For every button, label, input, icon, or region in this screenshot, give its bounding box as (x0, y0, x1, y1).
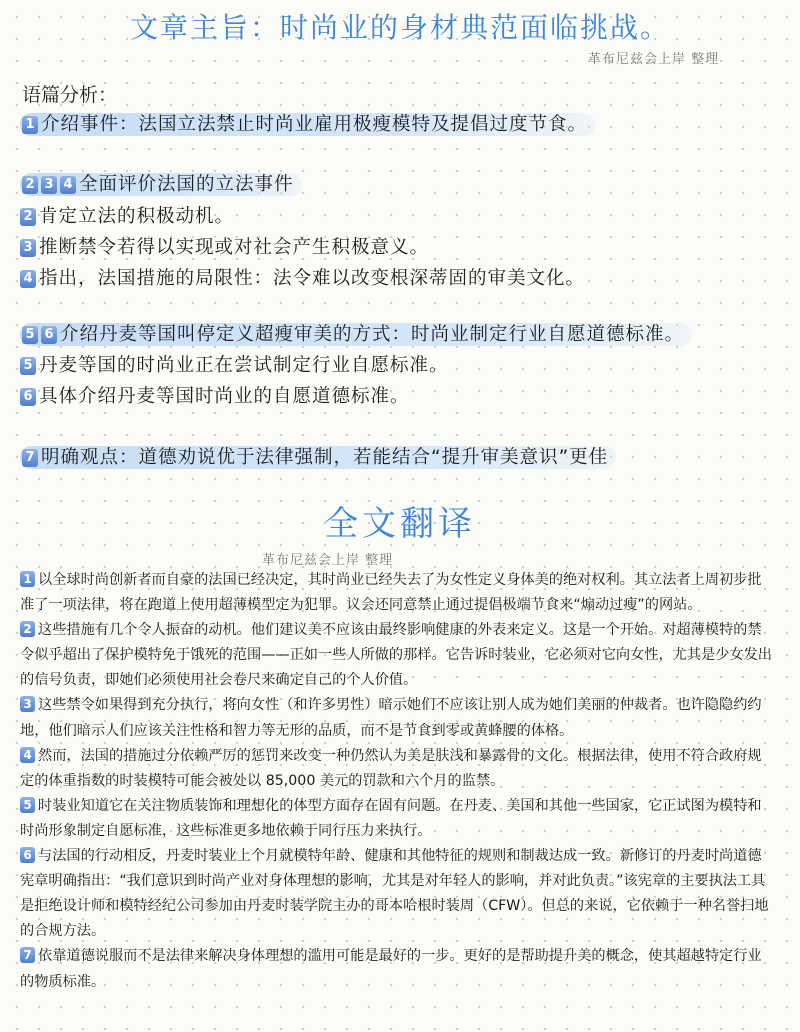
analysis-line (20, 170, 302, 196)
analysis-line (20, 351, 449, 377)
translation-paragraph (20, 744, 772, 794)
analysis-text: 明确观点：道德劝说优于法律强制，若能结合“提升审美意识”更佳 (41, 447, 609, 468)
paragraph-number-badge: 3 (20, 239, 36, 257)
paragraph-text: 时装业知道它在关注物质装饰和理想化的体型方面存在固有问题。在丹麦、美国和其他一些国家，它正试图为模特和时尚形象制定自愿标准，这些标准更多地依赖于同行压力来执行。 (20, 797, 762, 839)
translation-paragraph (20, 794, 772, 844)
analysis-point (20, 237, 429, 258)
analysis-line (20, 233, 429, 259)
highlighted-summary (20, 173, 302, 196)
paragraph-text: 以全球时尚创新者而自豪的法国已经决定，其时尚业已经失去了为女性定义身体美的绝对权利。其立法者上周初步批准了一项法律，将在跑道上使用超薄模型定为犯罪。议会还同意禁止通过提倡极端节食来“煽动过瘦”的网站。 (20, 572, 762, 614)
paragraph-number-badge: 6 (41, 326, 57, 344)
paragraph-number-badge: 5 (20, 797, 35, 813)
analysis-text: 全面评价法国的立法事件 (79, 174, 294, 195)
analysis-text: 推断禁令若得以实现或对社会产生积极意义。 (39, 237, 430, 258)
paragraph-text: 与法国的行动相反，丹麦时装业上个月就模特年龄、健康和其他特征的规则和制裁达成一致。新修订的丹麦时尚道德宪章明确指出：“我们意识到时尚产业对身体理想的影响，尤其是对年轻人的影响，并对此负责。”该宪章的主要执法工具是拒绝设计师和模特经纪公司参加由丹麦时装学院主办的哥本哈根时装周（CFW）。但总的来说，它依赖于一种名誉扫地的合规方法。 (20, 848, 769, 940)
translation-body (20, 568, 772, 995)
paragraph-text: 然而，法国的措施过分依赖严厉的惩罚来改变一种仍然认为美是肤浅和暴露骨的文化。根据法律，使用不符合政府规定的体重指数的时装模特可能会被处以 85,000 美元的罚款和六个月的监禁。 (20, 747, 762, 789)
paragraph-number-badge: 6 (20, 847, 35, 863)
analysis-text: 具体介绍丹麦等国时尚业的自愿道德标准。 (39, 386, 410, 407)
analysis-line (20, 264, 585, 290)
paragraph-number-badge: 5 (20, 357, 36, 375)
analysis-text: 介绍事件：法国立法禁止时尚业雇用极瘦模特及提倡过度节食。 (41, 114, 588, 135)
analysis-point (20, 386, 410, 407)
paragraph-text: 依靠道德说服而不是法律来解决身体理想的滥用可能是最好的一步。更好的是帮助提升美的概念，使其超越特定行业的物质标准。 (20, 948, 762, 990)
analysis-text: 指出，法国措施的局限性：法令难以改变根深蒂固的审美文化。 (39, 268, 586, 289)
translation-paragraph (20, 568, 772, 618)
highlighted-summary (20, 446, 616, 469)
translation-title: 全文翻译 (324, 504, 476, 544)
paragraph-number-badge: 3 (41, 176, 57, 194)
translation-paragraph (20, 618, 772, 693)
paragraph-number-badge: 4 (60, 176, 76, 194)
paragraph-text: 这些禁令如果得到充分执行，将向女性（和许多男性）暗示她们不应该让别人成为她们美丽的仲裁者。也许隐隐约约地，他们暗示人们应该关注性格和智力等无形的品质，而不是节食到零或黄蜂腰的体格。 (20, 697, 762, 739)
analysis-line (20, 202, 234, 228)
credit-label-2: 革布尼兹会上岸 整理 (262, 553, 394, 568)
paragraph-text: 这些措施有几个令人振奋的动机。他们建议美不应该由最终影响健康的外表来定义。这是一个开始。对超薄模特的禁令似乎超出了保护模特免于饿死的范围——正如一些人所做的那样。它告诉时装业，它必须对它向女性，尤其是少女发出的信号负责，即她们必须使用社会卷尺来确定自己的个人价值。 (20, 622, 772, 689)
paragraph-number-badge: 3 (20, 696, 35, 712)
credit-label: 革布尼兹会上岸 整理 (588, 52, 720, 67)
analysis-line (20, 320, 692, 346)
paragraph-number-badge: 4 (20, 270, 36, 288)
analysis-line (20, 382, 410, 408)
analysis-point (20, 268, 585, 289)
page-title: 文章主旨：时尚业的身材典范面临挑战。 (129, 11, 670, 44)
analysis-text: 丹麦等国的时尚业正在尝试制定行业自愿标准。 (39, 355, 449, 376)
analysis-point (20, 206, 234, 227)
paragraph-number-badge: 7 (22, 449, 38, 467)
paragraph-number-badge: 1 (20, 571, 35, 587)
analysis-point (20, 355, 449, 376)
paragraph-number-badge: 4 (20, 747, 35, 763)
paragraph-number-badge: 2 (20, 621, 35, 637)
highlighted-summary (20, 323, 692, 346)
paragraph-number-badge: 5 (22, 326, 38, 344)
analysis-line (20, 110, 595, 136)
highlighted-summary (20, 113, 595, 136)
paragraph-number-badge: 2 (20, 208, 36, 226)
translation-paragraph (20, 844, 772, 944)
analysis-line (20, 443, 616, 469)
paragraph-number-badge: 1 (22, 116, 38, 134)
analysis-text: 介绍丹麦等国叫停定义超瘦审美的方式：时尚业制定行业自愿道德标准。 (60, 324, 685, 345)
translation-paragraph (20, 693, 772, 743)
analysis-heading: 语篇分析： (22, 84, 118, 106)
paragraph-number-badge: 6 (20, 388, 36, 406)
paragraph-number-badge: 7 (20, 947, 35, 963)
analysis-text: 肯定立法的积极动机。 (39, 206, 235, 227)
translation-paragraph (20, 944, 772, 994)
paragraph-number-badge: 2 (22, 176, 38, 194)
